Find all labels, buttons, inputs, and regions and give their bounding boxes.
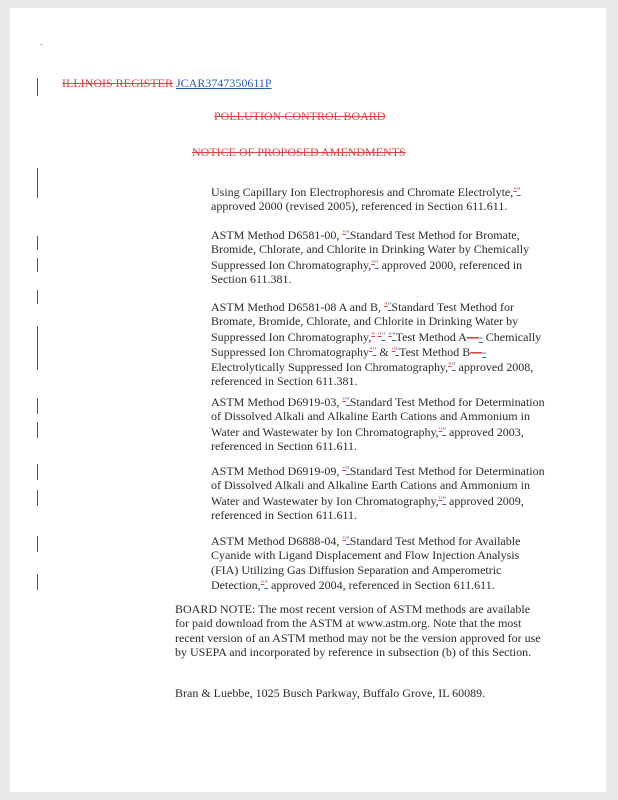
p3-text-b: Standard Test Method for Bromate, Bromide, Chlorate, and Chlorite in Drinking Water by Suppressed Ion Chromatography, (211, 300, 519, 344)
address-text: Bran & Luebbe, 1025 Busch Parkway, Buffalo Grove, IL 60089. (175, 686, 486, 700)
p1-text-b: approved 2000 (revised 2005), referenced in Section 611.611. (211, 199, 508, 214)
revision-bar (37, 236, 38, 250)
deleted-quote: " (377, 330, 382, 341)
revision-bar (37, 422, 38, 438)
p4-text-c: approved 2003, referenced in Section 611.611. (211, 424, 524, 453)
p3-text-e: & (376, 344, 392, 359)
p6-text-c: approved 2004, referenced in Section 611.611. (268, 577, 495, 592)
revision-bar (37, 290, 38, 304)
revision-bar (37, 490, 38, 506)
revision-bar (37, 398, 38, 414)
deleted-quote: " (260, 578, 265, 589)
deleted-quote: " (438, 425, 443, 436)
revision-bar (37, 574, 38, 590)
document-page (10, 8, 606, 792)
revision-bar (37, 326, 38, 370)
deleted-quote: " (438, 494, 443, 505)
register-inserted: JCAR3747350611P (176, 76, 272, 90)
inserted-quote: " (442, 425, 447, 436)
inserted-quote: " (346, 535, 350, 545)
p3-text-g: Electrolytically Suppressed Ion Chromatography, (211, 360, 449, 375)
register-line (62, 76, 272, 90)
board-note (175, 602, 547, 659)
p3-text-f: Test Method B (399, 344, 471, 359)
inserted-quote: " (387, 301, 392, 311)
p2-text-a: ASTM Method D6581-00, (211, 228, 343, 242)
deleted-quote: " (371, 258, 375, 269)
revision-bar (37, 536, 38, 552)
deleted-quote: " (342, 535, 347, 545)
inserted-quote: " (264, 578, 269, 589)
deleted-quote: " (384, 301, 388, 311)
p3-text-c: Test Method A (395, 329, 467, 344)
deleted-quote: " (342, 396, 347, 406)
inserted-quote: " (372, 345, 377, 356)
deleted-quote: " (342, 465, 347, 475)
inserted-quote: " (442, 494, 447, 505)
register-deleted: ILLINOIS REGISTER (62, 76, 173, 90)
deleted-dash: — (470, 344, 483, 359)
paragraph-4 (211, 394, 551, 453)
deleted-quote: " (513, 186, 517, 196)
p5-text-c: approved 2009, referenced in Section 611.611. (211, 493, 524, 522)
p2-text-c: approved 2000, referenced in Section 611.381. (211, 257, 523, 286)
inserted-quote: " (395, 345, 400, 356)
p6-text-a: ASTM Method D6888-04, (211, 534, 343, 548)
p5-text-a: ASTM Method D6919-09, (211, 464, 343, 478)
deleted-quote: " (391, 345, 396, 356)
board-note-text: BOARD NOTE: The most recent version of ASTM methods are available for paid download from the ASTM at www.astm.org. Note that the most recent version of an ASTM method may not be the version approved for use by USEPA and incorporated by reference in subsection (b) of this Section. (175, 602, 541, 659)
deleted-quote: " (448, 361, 452, 372)
p5-text-b: Standard Test Method for Determination of Dissolved Alkali and Alkaline Earth Cations and Ammonium in Water and Wastewater by Ion Chromatography, (211, 464, 545, 508)
inserted-quote: " (516, 186, 521, 196)
inserted-quote: " (381, 330, 386, 341)
p3-text-h: approved 2008, referenced in Section 611.381. (211, 360, 534, 389)
inserted-quote: " (346, 229, 350, 239)
p2-text-b: Standard Test Method for Bromate, Bromide, Chlorate, and Chlorite in Drinking Water by Chemically Suppressed Ion Chromatography, (211, 228, 530, 272)
deleted-quote: " (388, 330, 392, 341)
paragraph-5 (211, 463, 551, 522)
address-line (175, 686, 547, 700)
revision-bar (37, 258, 38, 272)
paragraph-1 (211, 184, 551, 214)
board-title: POLLUTION CONTROL BOARD (214, 109, 386, 123)
deleted-quote: " (371, 330, 375, 341)
p3-text-a: ASTM Method D6581-08 A and B, (211, 300, 385, 314)
deleted-dash: — (466, 329, 479, 344)
paragraph-2 (211, 227, 546, 286)
inserted-dash: - (478, 329, 483, 344)
paragraph-6 (211, 533, 546, 592)
inserted-dash: - (482, 344, 487, 359)
scan-speck (40, 44, 43, 45)
deleted-quote: " (342, 229, 347, 239)
p1-text-a: Using Capillary Ion Electrophoresis and Chromate Electrolyte, (211, 185, 514, 199)
p4-text-a: ASTM Method D6919-03, (211, 395, 343, 409)
paragraph-3 (211, 299, 546, 389)
revision-bar (37, 168, 38, 198)
inserted-quote: " (374, 258, 379, 269)
inserted-quote: " (346, 396, 350, 406)
p6-text-b: Standard Test Method for Available Cyanide with Ligand Displacement and Flow Injection Analysis (FIA) Utilizing Gas Diffusion Separation and Amperometric Detection, (211, 534, 521, 592)
inserted-quote: " (346, 465, 350, 475)
p4-text-b: Standard Test Method for Determination of Dissolved Alkali and Alkaline Earth Cations and Ammonium in Water and Wastewater by Ion Chromatography, (211, 395, 545, 439)
revision-bar (37, 464, 38, 480)
inserted-quote: " (391, 330, 396, 341)
inserted-quote: " (451, 361, 456, 372)
deleted-quote: " (368, 345, 373, 356)
notice-title: NOTICE OF PROPOSED AMENDMENTS (192, 145, 406, 159)
p3-text-d: Chemically Suppressed Ion Chromatography (211, 329, 542, 359)
revision-bar (37, 78, 38, 96)
